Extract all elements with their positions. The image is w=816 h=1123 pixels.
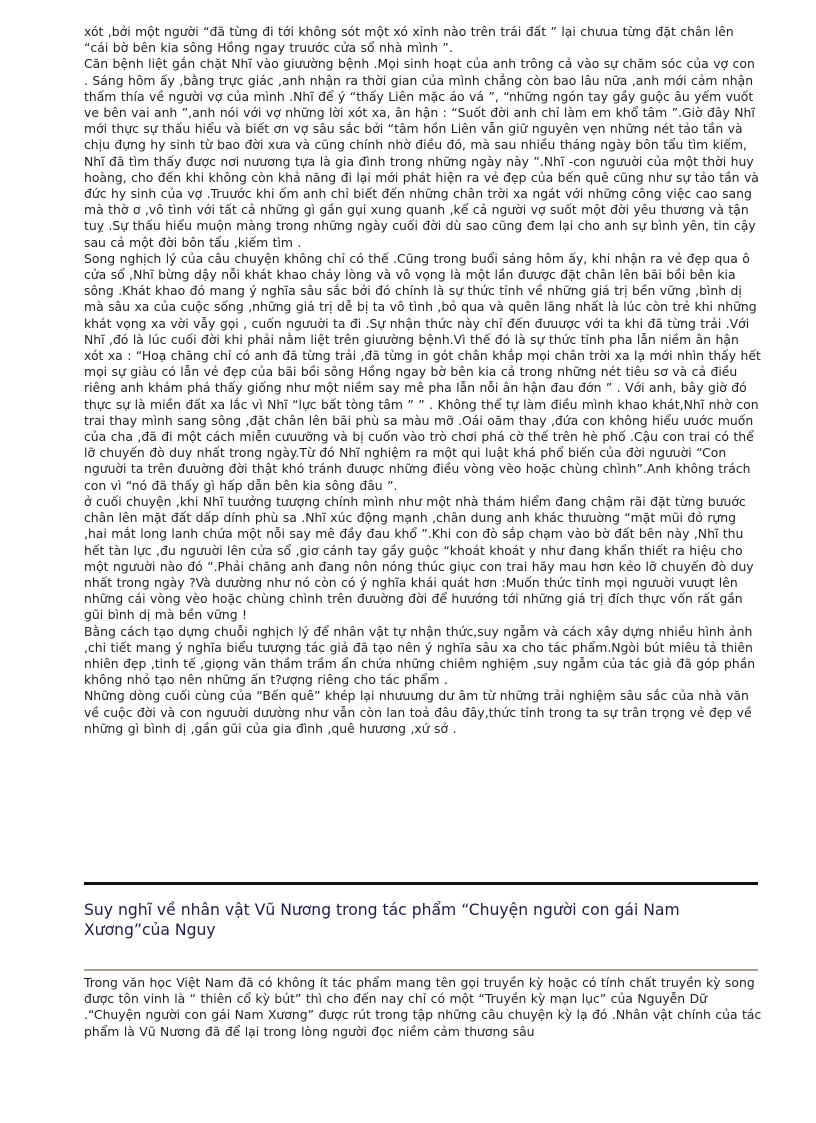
paragraph-6: Những dòng cuối cùng của “Bến quê” khép lại nhưuưng dư âm từ những trải nghiệm sâu sắc của nhà văn về cuộc đời và con ngưuời dưường như vẫn còn lan toả đâu đây,thức tỉnh trong ta sự trân trọng vẻ đẹp về những gì bình dị ,gần gũi của gia đình ,quê hưương ,xứ sở . — [84, 688, 752, 736]
section-body — [84, 975, 762, 1040]
paragraph-4: ở cuối chuyện ,khi Nhĩ tuưởng tưượng chính mình như một nhà thám hiểm đang chậm rãi đặt từng bưuớc chân lên mặt đất dấp dính phù sa .Nhĩ xúc động mạnh ,chân dung anh khác thưuờng “mặt mũi đỏ rựng ,hai mắt long lanh chứa một nỗi say mê đầy đau khổ ”.Khi con đò sắp chạm vào bờ đất bên này ,Nhĩ thu hết tàn lực ,đu ngưuời lên cửa sổ ,giơ cánh tay gầy guộc “khoát khoát y như đang khẩn thiết ra hiệu cho một ngưuời nào đó ”.Phải chăng anh đang nôn nóng thúc giục con trai hãy mau hơn kẻo lỡ chuyến đò duy nhất trong ngày ?Và dưường như nó còn có ý nghĩa khái quát hơn :Muốn thức tỉnh mọi ngưuời vưuợt lên những cái vòng vèo hoặc chùng chình trên đưuờng đời để hưướng tới những giá trị đích thực vốn rất gần gũi bình dị mà bền vững ! — [84, 493, 754, 623]
paragraph-3: Song nghịch lý của câu chuyện không chỉ có thế .Cũng trong buổi sáng hôm ấy, khi nhận ra vẻ đẹp qua ô cửa sổ ,Nhĩ bừng dậy nỗi khát khao cháy lòng và vô vọng là một lần đưược đặt chân lên bãi bồi bên kia sông .Khát khao đó mang ý nghĩa sâu sắc bởi đó chính là sự thức tỉnh về những giá trị bền vững ,bình dị mà sâu xa của cuộc sống ,những giá trị dễ bị ta vô tình ,bỏ qua và quên lãng nhất là lúc còn trẻ khi những khát vọng xa vời vẫy gọi , cuốn ngưuời ta đi .Sự nhận thức này chỉ đến đưuược với ta khi đã từng trải .Với Nhĩ ,đó là lúc cuối đời khi phải nằm liệt trên giưường bệnh.Vì thế đó là sự thức tỉnh pha lẫn niềm ân hận xót xa : “Hoạ chăng chỉ có anh đã từng trải ,đã từng in gót chân khắp mọi chân trời xa lạ mới nhìn thấy hết mọi sự giàu có lẫn vẻ đẹp của bãi bồi sông Hồng ngay bờ bên kia cả trong những nét tiêu sơ và cả điều riêng anh khám phá thấy giống như một niềm say mê pha lẫn nỗi ân hận đau đớn ” . Với anh, bây giờ đó thực sự là miền đất xa lắc vì Nhĩ “lực bất tòng tâm ” ” . Không thể tự làm điều mình khao khát,Nhĩ nhờ con trai thay mình sang sông ,đặt chân lên bãi phù sa màu mỡ .Oái oăm thay ,đứa con không hiểu ưuớc muốn của cha ,đã đi một cách miễn cưuưỡng và bị cuốn vào trò chơi phá cờ thế trên hè phố .Cậu con trai có thể lỡ chuyến đò duy nhất trong ngày.Từ đó Nhĩ nghiệm ra một qui luật khá phổ biến của đời ngưuời “Con ngưuời ta trên đưuờng đời thật khó tránh đưuợc những điều vòng vèo hoặc chùng chình”.Anh không trách con vì “nó đã thấy gì hấp dẫn bên kia sông đâu ”. — [84, 250, 761, 493]
article-body — [84, 24, 762, 737]
paragraph-5: Bằng cách tạo dựng chuỗi nghịch lý để nhân vật tự nhận thức,suy ngẫm và cách xây dựng nhiều hình ảnh ,chi tiết mang ý nghĩa biểu tưượng tác giả đã tạo nên ý nghĩa sâu xa cho tác phẩm.Ngòi bút miêu tả thiên nhiên đẹp ,tinh tế ,giọng văn thầm trầm ẩn chứa những chiêm nghiệm ,suy ngẫm của tác giả đã góp phần không nhỏ tạo nên những ấn t?ượng riêng cho tác phẩm . — [84, 623, 756, 688]
paragraph-2: Căn bệnh liệt gắn chặt Nhĩ vào giưường bệnh .Mọi sinh hoạt của anh trông cả vào sự chăm sóc của vợ con . Sáng hôm ấy ,bằng trực giác ,anh nhận ra thời gian của mình chẳng còn bao lâu nữa ,anh mới cảm nhận thấm thía về người vợ của mình .Nhĩ để ý “thấy Liên mặc áo vá ”, “những ngón tay gầy guộc âu yếm vuốt ve bên vai anh ”,anh nói với vợ những lời xót xa, ân hận : “Suốt đời anh chỉ làm em khổ tâm ”.Giờ đây Nhĩ mới thực sự thấu hiểu và biết ơn vợ sâu sắc bởi “tâm hồn Liên vẫn giữ nguyên vẹn những nét tảo tần và chịu đựng hy sinh từ bao đời xưa và cũng chính nhờ điều đó, mà sau nhiều tháng ngày bôn tẩu tìm kiếm, Nhĩ đã tìm thấy được nơi nưương tựa là gia đình trong những ngày này ”.Nhĩ -con ngưuời của một thời huy hoàng, cho đến khi không còn khả năng đi lại mới phát hiện ra vẻ đẹp của bến quê cũng như sự tảo tần và đức hy sinh của vợ .Truước khi ốm anh chỉ biết đến những chân trời xa ngát với những công việc cao sang mà thờ ơ ,vô tình với tất cả những gì gần gụi xung quanh ,kể cả người vợ suốt một đời yêu thương và tận tuỵ .Sự thấu hiểu muộn màng trong những ngày cuối đời dù sao cũng đem lại cho anh sự bình yên, tin cậy sau cả một đời bôn tẩu ,kiếm tìm . — [84, 56, 759, 250]
paragraph-1: xót ,bởi một người “đã từng đi tới không sót một xó xỉnh nào trên trái đất ” lại chưua từng đặt chân lên “cái bờ bên kia sông Hồng ngay truước cửa sổ nhà mình ”. — [84, 24, 734, 56]
section-paragraph: Trong văn học Việt Nam đã có không ít tác phẩm mang tên gọi truyền kỳ hoặc có tính chất truyền kỳ song được tôn vinh là “ thiên cổ kỳ bút” thì cho đến nay chỉ có một “Truyền kỳ mạn lục” của Nguyễn Dữ .“Chuyện người con gái Nam Xương” được rút trong tập những câu chuyện kỳ lạ đó .Nhân vật chính của tác phẩm là Vũ Nương đã để lại trong lòng người đọc niềm cảm thương sâu — [84, 975, 762, 1039]
section-divider — [84, 882, 758, 885]
section-title: Suy nghĩ về nhân vật Vũ Nương trong tác phẩm “Chuyện người con gái Nam Xương”của Nguy — [84, 901, 680, 939]
title-underline — [84, 969, 758, 971]
